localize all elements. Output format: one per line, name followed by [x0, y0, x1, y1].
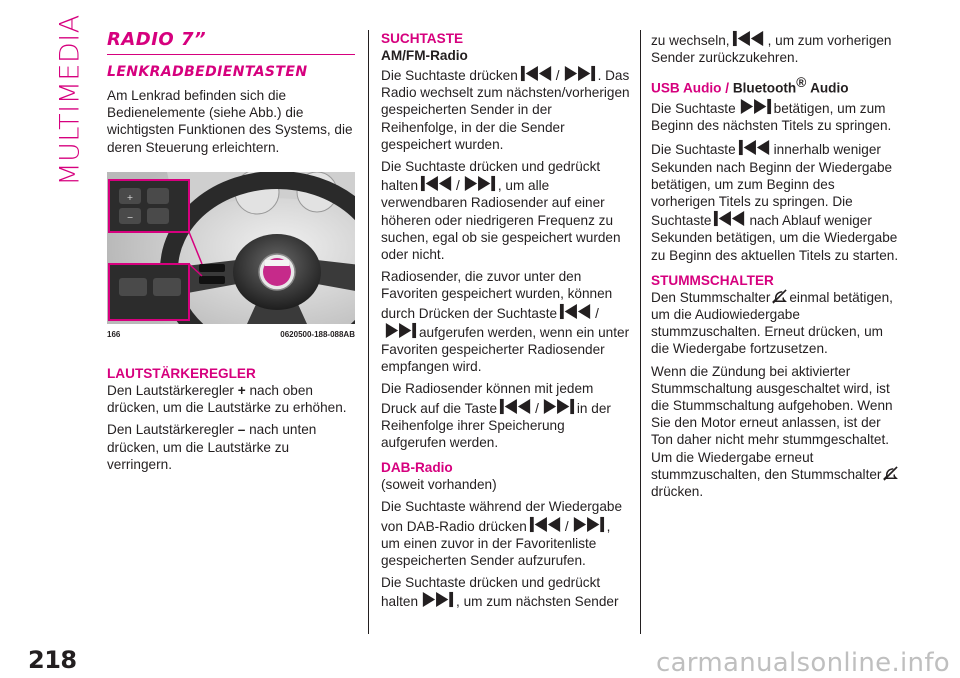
mute-icon [772, 289, 787, 304]
seek-back-icon [529, 516, 563, 533]
steering-wheel-illustration [107, 172, 355, 324]
figure-number: 166 [107, 329, 121, 339]
seek-back-icon [738, 139, 772, 156]
section-side-label [52, 14, 88, 186]
volume-paragraph-up: Den Lautstärkeregler + nach oben drücken, um die Lautstärke zu erhöhen. [107, 383, 347, 416]
seek-back-icon [713, 210, 747, 227]
section-title: LENKRADBEDIENTASTEN [107, 64, 308, 80]
mute-icon [883, 466, 898, 481]
column-divider [640, 30, 641, 634]
seek-paragraph-3: Radiosender, die zuvor unter den Favoriten gespeichert wurden, können durch Drücken der Suchtaste /aufgerufen werden, wenn ein unter Favoriten gespeicherter Radiosender empfangen wird. [381, 269, 630, 375]
volume-heading: LAUTSTÄRKEREGLER [107, 366, 256, 382]
seek-forward-icon [571, 516, 605, 533]
seek-forward-icon [541, 398, 575, 415]
mute-paragraph-1: Den Stummschalter einmal betätigen, um die Audiowiedergabe stummzuschalten. Erneut drücken, um die Wiedergabe fortzusetzen. [651, 289, 893, 357]
mute-paragraph-2: Wenn die Zündung bei aktivierter Stummschaltung ausgeschaltet wird, ist die Stummschaltung aufgehoben. Wenn Sie den Motor erneut anlassen, ist der Ton daher nicht mehr stummgeschaltet. Um die Wiedergabe erneut stummzuschalten, den Stummschalterdrücken. [651, 363, 901, 501]
figure-caption [107, 326, 355, 343]
dab-paragraph-2: Die Suchtaste drücken und gedrückt halten , um zum nächsten Sender [381, 575, 619, 610]
dab-heading: DAB-Radio [381, 460, 453, 476]
seek-paragraph-2: Die Suchtaste drücken und gedrückt halten / , um alle verwendbaren Radiosender auf einer höheren oder niedrigeren Frequenz zu suchen, egal ob sie gespeichert wurden oder nicht. [381, 159, 621, 263]
section-label-text: MULTIMEDIA [54, 14, 86, 186]
watermark: carmanualsonline.info [655, 648, 950, 678]
column-divider [368, 30, 369, 634]
seek-back-icon [499, 398, 533, 415]
usb-bluetooth-heading: USB Audio / Bluetooth® Audio [651, 75, 849, 96]
figure-code: 0620500-188-088AB [280, 329, 355, 339]
chapter-title: RADIO 7” [107, 30, 355, 55]
seek-back-icon [520, 65, 554, 82]
seek-heading: SUCHTASTE [381, 31, 464, 46]
steering-wheel-figure [107, 172, 355, 324]
dab-note: (soweit vorhanden) [381, 477, 497, 493]
seek-back-icon [732, 30, 766, 47]
volume-paragraph-down: Den Lautstärkeregler – nach unten drücken, um die Lautstärke zu verringern. [107, 422, 317, 472]
seek-paragraph-4: Die Radiosender können mit jedem Druck auf die Taste / in der Reihenfolge ihrer Speicherung aufgerufen werden. [381, 381, 611, 451]
seek-back-icon [559, 303, 593, 320]
minus-symbol: – [237, 422, 246, 438]
column-3 [651, 30, 901, 505]
dab-paragraph-continued: zu wechseln, , um zum vorherigen Sender zurückzukehren. [651, 30, 901, 66]
page-number: 218 [28, 646, 77, 674]
dab-paragraph-1: Die Suchtaste während der Wiedergabe von DAB-Radio drücken / , um einen zuvor in der Favoritenliste gespeicherten Sender aufzurufen. [381, 499, 623, 569]
am-fm-heading: AM/FM-Radio [381, 48, 468, 63]
svg-text:−: − [126, 212, 134, 222]
seek-forward-icon [462, 175, 496, 192]
seek-forward-icon [738, 98, 772, 115]
seek-forward-icon [420, 591, 454, 608]
mute-heading: STUMMSCHALTER [651, 272, 774, 288]
seek-back-icon [420, 175, 454, 192]
seek-forward-icon [562, 65, 596, 82]
usb-paragraph-2: Die Suchtaste innerhalb weniger Sekunden nach Beginn der Wiedergabe betätigen, um zum Beginn des vorherigen Titels zu springen. Die Suchtaste nach Ablauf weniger Sekunden betätigen, um die Wiedergabe zu Beginn des aktuellen Titels zu starten. [651, 139, 901, 263]
usb-paragraph-1: Die Suchtaste betätigen, um zum Beginn des nächsten Titels zu springen. [651, 98, 901, 134]
intro-paragraph: Am Lenkrad befinden sich die Bedienelemente (siehe Abb.) die wichtigsten Funktionen des Systems, die deren Steuerung erleichtern. [107, 88, 353, 155]
plus-symbol: + [237, 383, 246, 399]
seek-forward-icon [383, 322, 417, 339]
svg-text:+: + [126, 192, 134, 202]
column-1 [107, 30, 355, 478]
column-2 [381, 30, 631, 616]
seek-paragraph-1: Die Suchtaste drücken / . Das Radio wechselt zum nächsten/vorherigen gespeicherten Sender in der Reihenfolge, in der die Sender gespeichert wurden. [381, 65, 631, 153]
